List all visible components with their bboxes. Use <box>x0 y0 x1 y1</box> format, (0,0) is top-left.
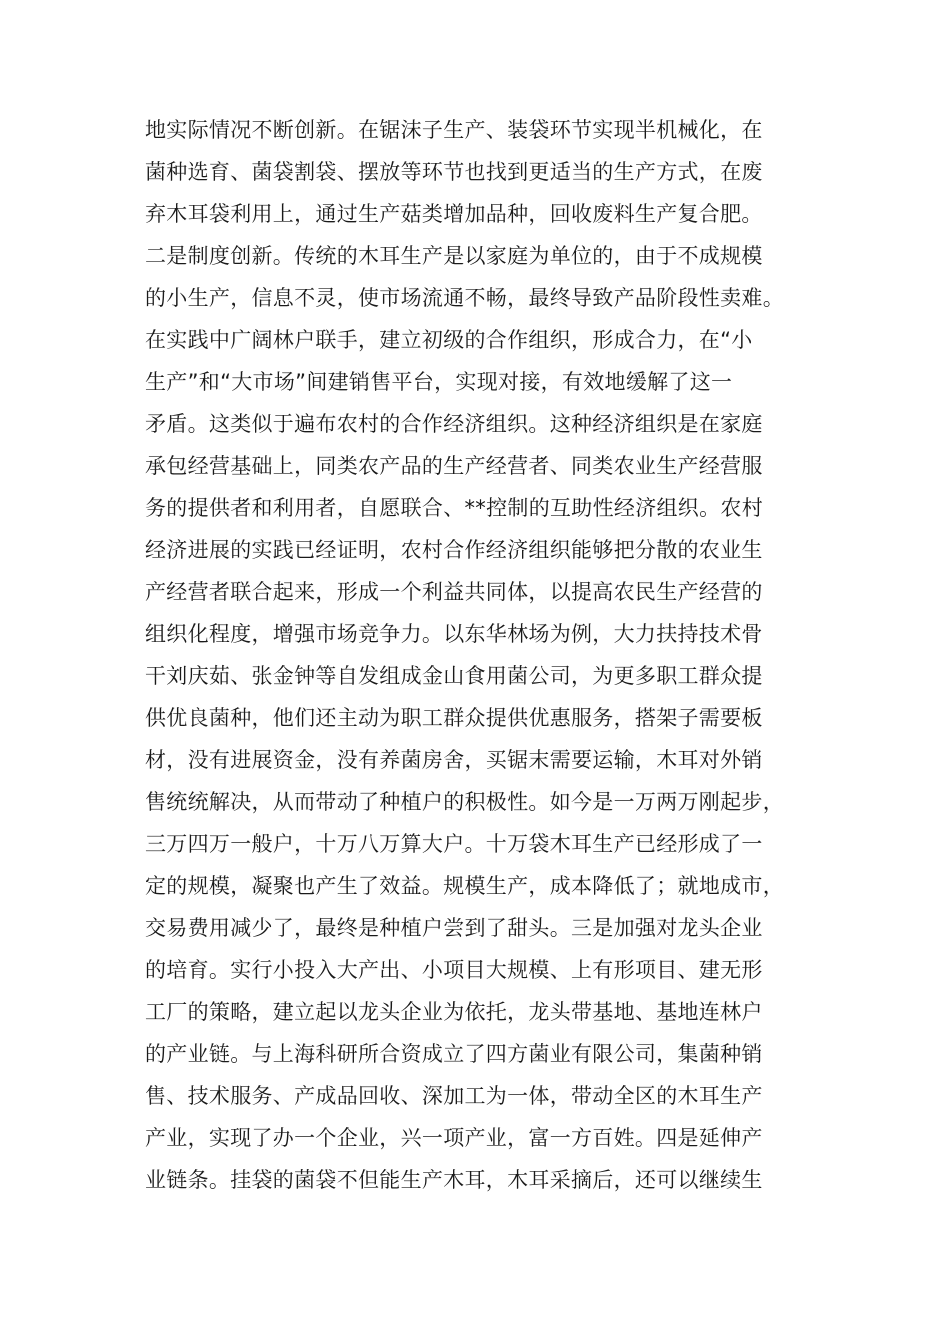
text-line: 工厂的策略，建立起以龙头企业为依托，龙头带基地、基地连林户 <box>145 1000 763 1024</box>
text-line: 三万四万一般户，十万八万算大户。十万袋木耳生产已经形成了一 <box>145 832 763 856</box>
text-line: 务的提供者和利用者，自愿联合、**控制的互助性经济组织。农村 <box>145 496 763 520</box>
text-line: 承包经营基础上，同类农产品的生产经营者、同类农业生产经营服 <box>145 454 763 478</box>
text-line: 售、技术服务、产成品回收、深加工为一体，带动全区的木耳生产 <box>145 1084 763 1108</box>
text-line: 干刘庆茹、张金钟等自发组成金山食用菌公司，为更多职工群众提 <box>145 664 763 688</box>
text-line: 的培育。实行小投入大产出、小项目大规模、上有形项目、建无形 <box>145 958 763 982</box>
text-line: 生产”和“大市场”间建销售平台，实现对接，有效地缓解了这一 <box>145 370 733 394</box>
text-line: 矛盾。这类似于遍布农村的合作经济组织。这种经济组织是在家庭 <box>145 412 763 436</box>
text-line: 弃木耳袋利用上，通过生产菇类增加品种，回收废料生产复合肥。 <box>145 202 763 226</box>
text-line: 二是制度创新。传统的木耳生产是以家庭为单位的，由于不成规模 <box>145 244 763 268</box>
text-line: 地实际情况不断创新。在锯沫子生产、装袋环节实现半机械化，在 <box>145 118 763 142</box>
text-line: 产经营者联合起来，形成一个利益共同体，以提高农民生产经营的 <box>145 580 763 604</box>
text-line: 产业，实现了办一个企业，兴一项产业，富一方百姓。四是延伸产 <box>145 1126 763 1150</box>
text-line: 材，没有进展资金，没有养菌房舍，买锯末需要运输，木耳对外销 <box>145 748 763 772</box>
text-line: 的产业链。与上海科研所合资成立了四方菌业有限公司，集菌种销 <box>145 1042 763 1066</box>
text-line: 交易费用减少了，最终是种植户尝到了甜头。三是加强对龙头企业 <box>145 916 763 940</box>
text-line: 定的规模，凝聚也产生了效益。规模生产，成本降低了；就地成市， <box>145 874 784 898</box>
text-line: 供优良菌种，他们还主动为职工群众提供优惠服务，搭架子需要板 <box>145 706 763 730</box>
body-text <box>145 109 805 1201</box>
text-line: 菌种选育、菌袋割袋、摆放等环节也找到更适当的生产方式，在废 <box>145 160 763 184</box>
text-line: 售统统解决，从而带动了种植户的积极性。如今是一万两万刚起步， <box>145 790 784 814</box>
text-line: 的小生产，信息不灵，使市场流通不畅，最终导致产品阶段性卖难。 <box>145 286 784 310</box>
text-line: 经济进展的实践已经证明，农村合作经济组织能够把分散的农业生 <box>145 538 763 562</box>
text-line: 组织化程度，增强市场竞争力。以东华林场为例，大力扶持技术骨 <box>145 622 763 646</box>
text-line: 业链条。挂袋的菌袋不但能生产木耳，木耳采摘后，还可以继续生 <box>145 1168 763 1192</box>
text-line: 在实践中广阔林户联手，建立初级的合作组织，形成合力，在“小 <box>145 328 753 352</box>
